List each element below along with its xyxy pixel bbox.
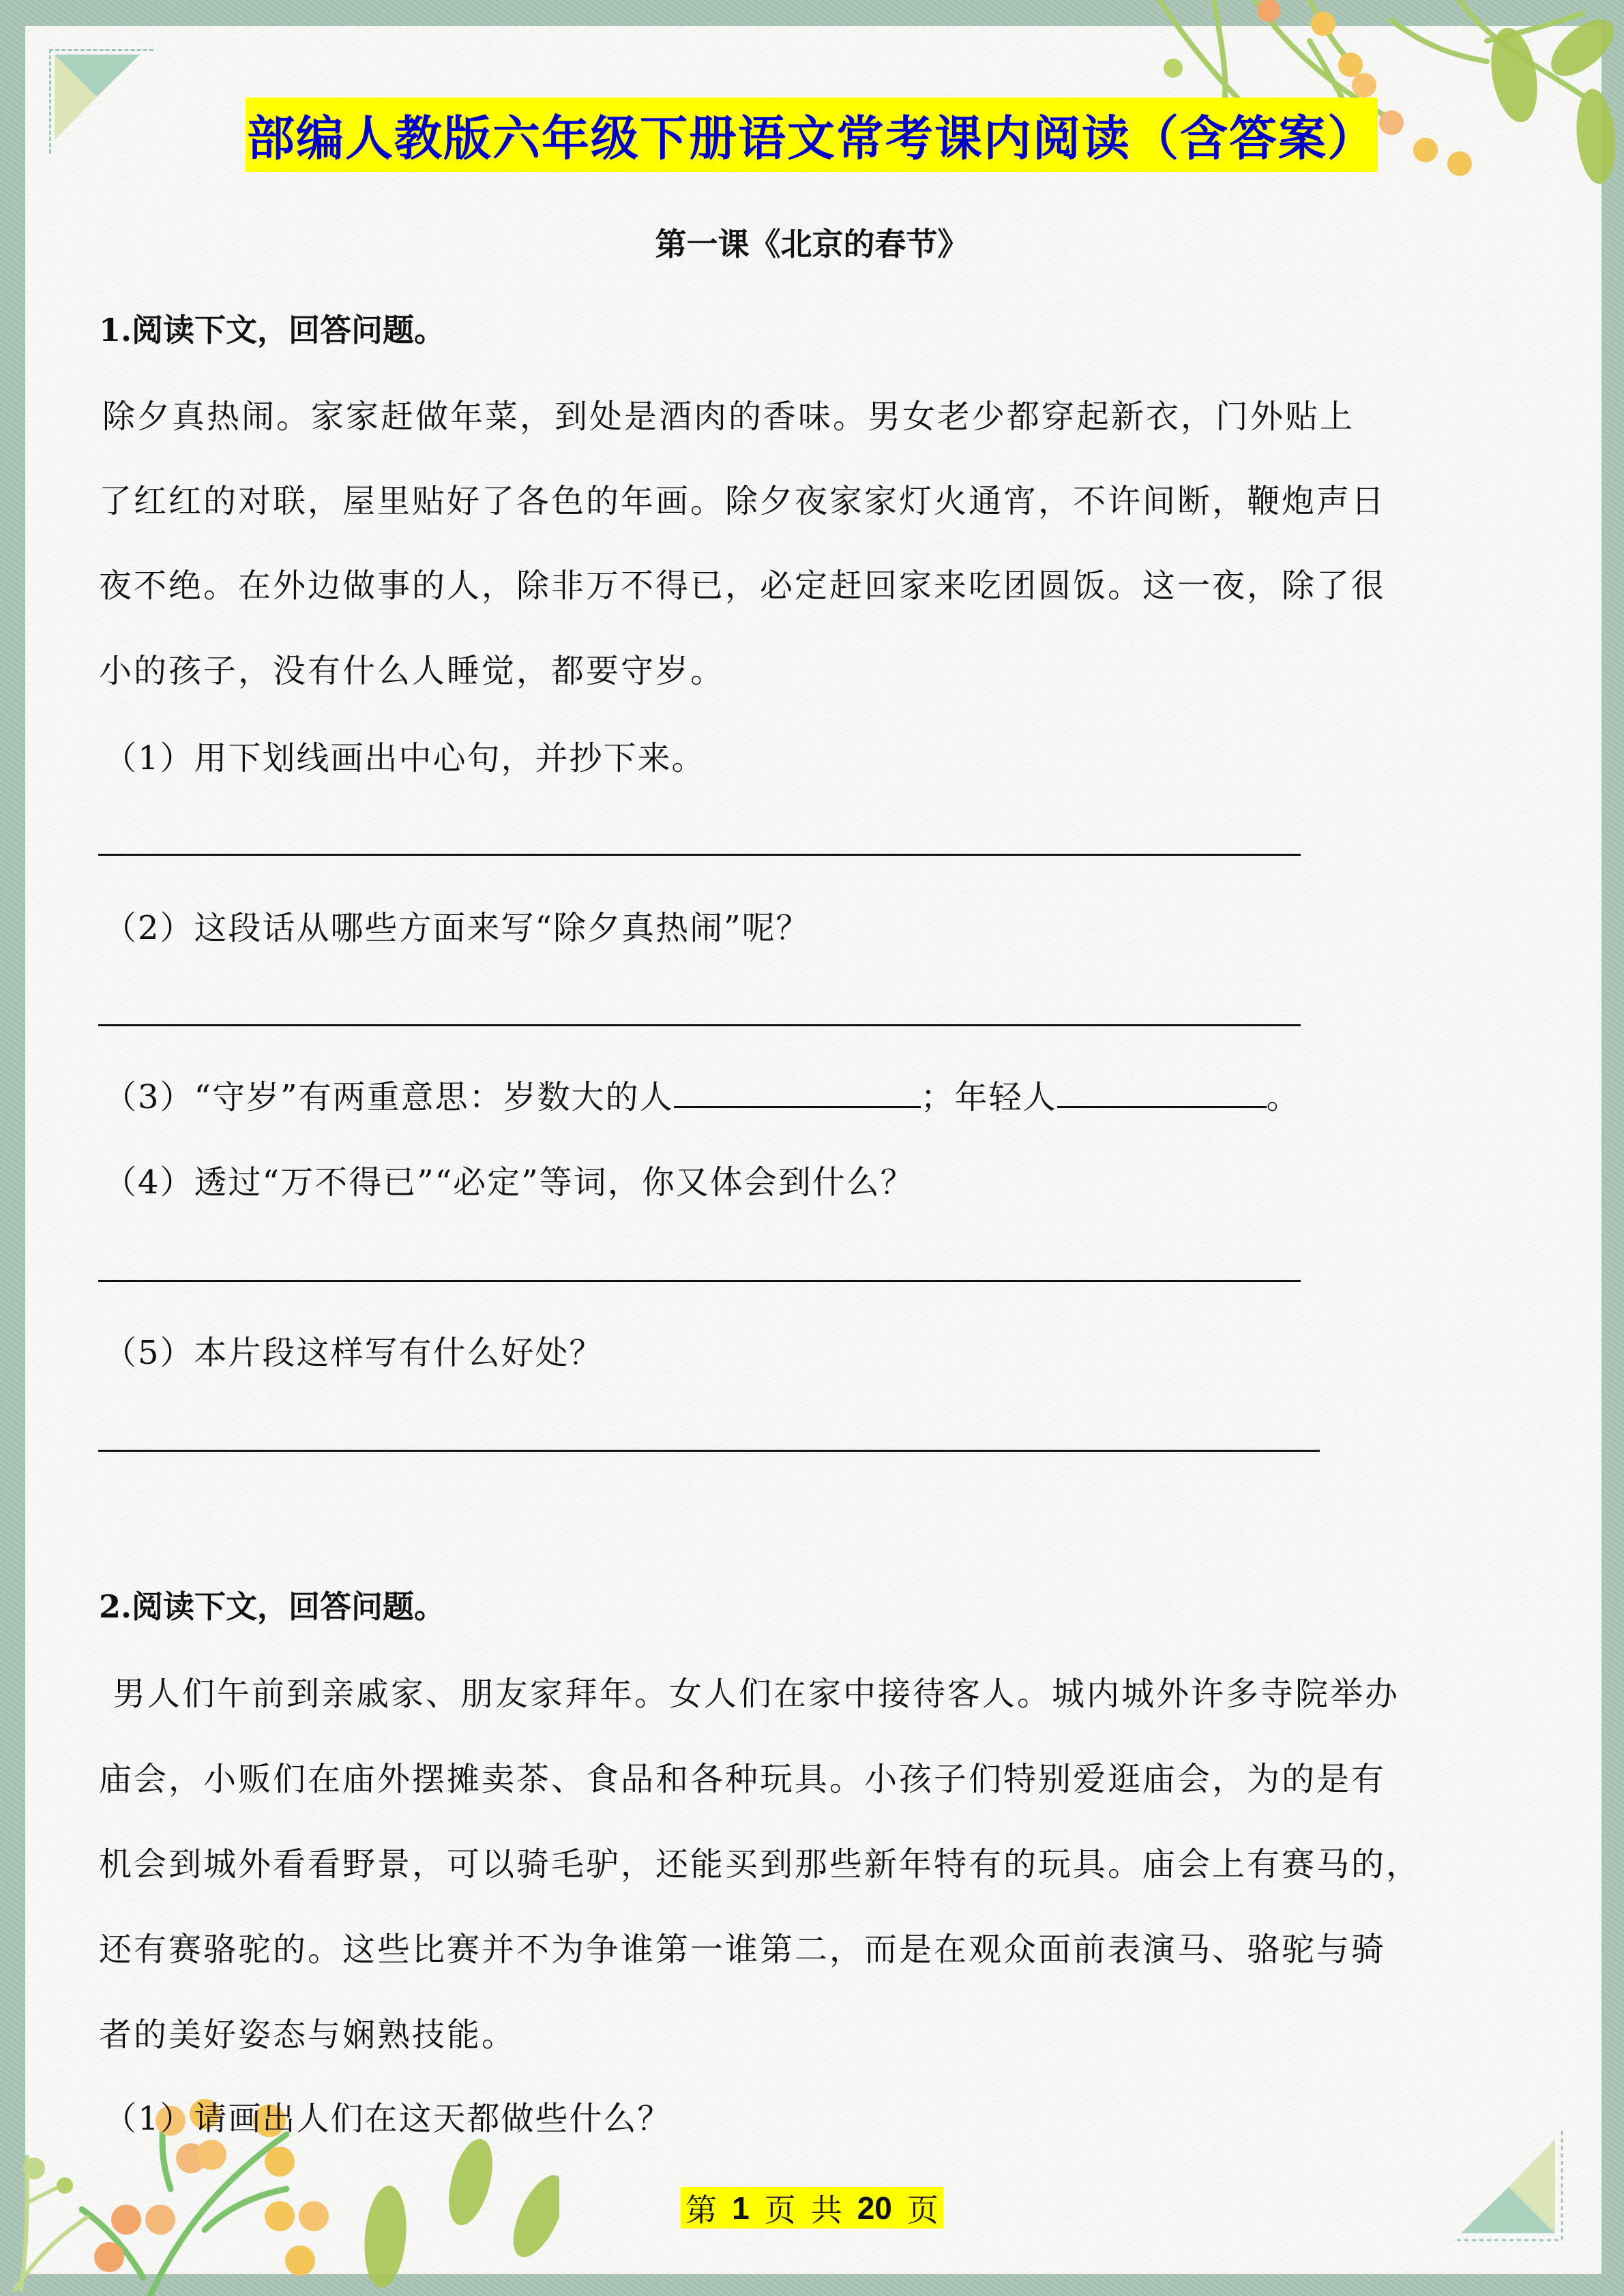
passage-line: 夜不绝。在外边做事的人，除非万不得已，必定赶回家来吃团圆饭。这一夜，除了很 bbox=[99, 567, 1387, 605]
answer-line-1-1[interactable] bbox=[98, 854, 1301, 856]
passage-line: 男人们午前到亲戚家、朋友家拜年。女人们在家中接待客人。城内城外许多寺院举办 bbox=[113, 1675, 1400, 1713]
corner-triangle-bottom-right-icon bbox=[1453, 2121, 1569, 2243]
question-1-3 bbox=[104, 1071, 1301, 1118]
question-1-3-part2: ；年轻人 bbox=[920, 1078, 1057, 1116]
passage-line: 了红红的对联，屋里贴好了各色的年画。除夕夜家家灯火通宵，不许间断，鞭炮声日 bbox=[99, 482, 1387, 520]
passage-line: 机会到城外看看野景，可以骑毛驴，还能买到那些新年特有的玩具。庙会上有赛马的， bbox=[99, 1845, 1421, 1883]
corner-triangle-top-left-icon bbox=[55, 55, 143, 143]
question-1-1: （1）用下划线画出中心句，并抄下来。 bbox=[104, 739, 706, 777]
section-1-heading: 1.阅读下文，回答问题。 bbox=[99, 312, 446, 348]
question-1-5: （5）本片段这样写有什么好处？ bbox=[104, 1334, 604, 1372]
passage-line: 除夕真热闹。家家赶做年菜，到处是酒肉的香味。男女老少都穿起新衣，门外贴上 bbox=[102, 398, 1355, 436]
lesson-title: 第一课《北京的春节》 bbox=[655, 226, 969, 263]
answer-line-1-2[interactable] bbox=[98, 1024, 1301, 1026]
page-prefix: 第 bbox=[685, 2191, 718, 2228]
page-label: 页 bbox=[764, 2191, 796, 2228]
document-title: 部编人教版六年级下册语文常考课内阅读（含答案） bbox=[247, 110, 1376, 166]
blank-young-people[interactable] bbox=[1057, 1076, 1267, 1108]
page-indicator bbox=[681, 2187, 943, 2228]
page-current: 1 bbox=[732, 2190, 750, 2226]
question-1-3-part1: （3）“守岁”有两重意思：岁数大的人 bbox=[104, 1078, 674, 1116]
question-1-4: （4）透过“万不得已”“必定”等词，你又体会到什么？ bbox=[104, 1163, 915, 1202]
question-1-3-part3: 。 bbox=[1266, 1078, 1301, 1116]
total-prefix: 共 bbox=[810, 2191, 842, 2228]
blank-elders[interactable] bbox=[674, 1076, 921, 1108]
passage-line: 者的美好姿态与娴熟技能。 bbox=[99, 2016, 517, 2054]
page-suffix: 页 bbox=[906, 2191, 939, 2228]
section-2-heading: 2.阅读下文，回答问题。 bbox=[99, 1588, 446, 1625]
passage-line: 庙会，小贩们在庙外摆摊卖茶、食品和各种玩具。小孩子们特别爱逛庙会，为的是有 bbox=[99, 1760, 1387, 1798]
passage-line: 小的孩子，没有什么人睡觉，都要守岁。 bbox=[99, 652, 726, 690]
question-2-1: （1）请画出人们在这天都做些什么？ bbox=[104, 2100, 672, 2138]
answer-line-1-4[interactable] bbox=[98, 1280, 1301, 1282]
document-title-banner bbox=[246, 98, 1378, 172]
passage-line: 还有赛骆驼的。这些比赛并不为争谁第一谁第二，而是在观众面前表演马、骆驼与骑 bbox=[99, 1930, 1387, 1969]
answer-line-1-5[interactable] bbox=[98, 1450, 1320, 1452]
page-total: 20 bbox=[857, 2190, 892, 2226]
question-1-2: （2）这段话从哪些方面来写“除夕真热闹”呢？ bbox=[104, 909, 810, 947]
